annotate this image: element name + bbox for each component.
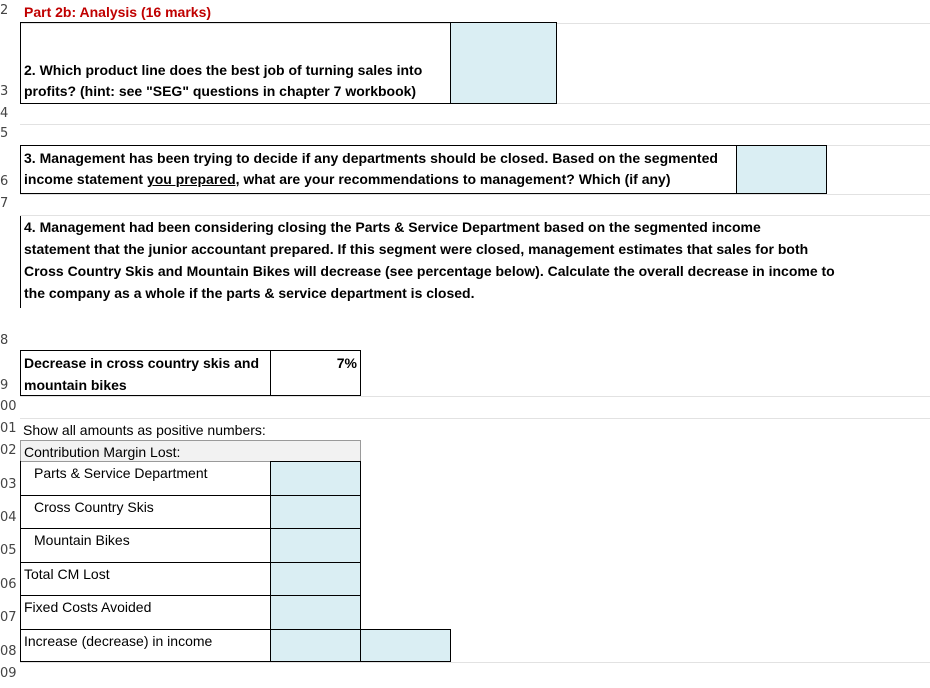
question-3-text: income statement: [24, 171, 147, 187]
row-number[interactable]: 8: [0, 333, 9, 348]
row-number[interactable]: 3: [0, 84, 9, 99]
instructions-text[interactable]: Show all amounts as positive numbers:: [23, 422, 266, 438]
row-number[interactable]: 02: [0, 443, 17, 458]
row-number[interactable]: 4: [0, 106, 9, 121]
row-number[interactable]: 08: [0, 644, 17, 659]
question-4-line: 4. Management had been considering closing the Parts & Service Department based on the segmented income: [24, 219, 761, 235]
question-3-line: 3. Management has been trying to decide if any departments should be closed. Based on the segmented: [24, 150, 718, 166]
income-change-label[interactable]: Increase (decrease) in income: [20, 629, 271, 662]
section-title[interactable]: Part 2b: Analysis (16 marks): [24, 4, 212, 20]
question-2-answer-input[interactable]: [450, 22, 557, 104]
cross-country-skis-input[interactable]: [270, 495, 361, 529]
decrease-percentage-cell[interactable]: 7%: [270, 350, 361, 396]
row-gridline: [20, 396, 930, 397]
cross-country-skis-label[interactable]: Cross Country Skis: [20, 495, 271, 529]
row-number[interactable]: 7: [0, 196, 9, 211]
row-number[interactable]: 06: [0, 577, 17, 592]
contribution-margin-header[interactable]: Contribution Margin Lost:: [20, 440, 361, 462]
decrease-label-line: mountain bikes: [24, 377, 127, 393]
question-4-line: statement that the junior accountant prepared. If this segment were closed, management estimates that sales for both: [24, 241, 809, 257]
question-3-answer-input[interactable]: [736, 145, 827, 194]
decrease-label-cell[interactable]: [20, 350, 271, 396]
row-number[interactable]: 03: [0, 477, 17, 492]
total-cm-lost-input[interactable]: [270, 562, 361, 596]
income-change-input-2[interactable]: [360, 629, 451, 662]
total-cm-lost-label[interactable]: Total CM Lost: [20, 562, 271, 596]
decrease-label-line: Decrease in cross country skis and: [24, 355, 259, 371]
fixed-costs-avoided-input[interactable]: [270, 595, 361, 630]
question-4-line: the company as a whole if the parts & service department is closed.: [24, 285, 475, 301]
mountain-bikes-label[interactable]: Mountain Bikes: [20, 528, 271, 563]
income-change-input-1[interactable]: [270, 629, 361, 662]
row-gridline: [20, 124, 930, 125]
question-2-line: profits? (hint: see "SEG" questions in chapter 7 workbook): [24, 83, 417, 99]
question-4-cell[interactable]: [20, 216, 925, 308]
question-2-line: 2. Which product line does the best job of turning sales into: [24, 62, 423, 78]
question-3-cell[interactable]: [20, 145, 737, 194]
row-header-column: [0, 0, 20, 688]
row-gridline: [20, 194, 930, 195]
row-number[interactable]: 01: [0, 421, 17, 436]
parts-service-label[interactable]: Parts & Service Department: [20, 461, 271, 496]
question-3-underlined-text: you prepared,: [146, 171, 240, 187]
row-number[interactable]: 05: [0, 543, 17, 558]
question-2-cell[interactable]: [20, 22, 451, 104]
row-number[interactable]: 6: [0, 174, 9, 189]
row-number[interactable]: 00: [0, 399, 17, 414]
question-4-line: Cross Country Skis and Mountain Bikes will decrease (see percentage below). Calculate the overall decrease in income to: [24, 263, 835, 279]
question-3-line: [24, 169, 736, 190]
row-number[interactable]: 2: [0, 3, 9, 18]
row-gridline: [20, 662, 930, 663]
row-number[interactable]: 04: [0, 510, 17, 525]
row-number[interactable]: 07: [0, 610, 17, 625]
question-3-text: what are your recommendations to management? Which (if any): [239, 171, 671, 187]
fixed-costs-avoided-label[interactable]: Fixed Costs Avoided: [20, 595, 271, 630]
row-number[interactable]: 9: [0, 378, 9, 393]
mountain-bikes-input[interactable]: [270, 528, 361, 563]
row-number[interactable]: 5: [0, 126, 9, 141]
row-number[interactable]: 09: [0, 666, 17, 681]
parts-service-input[interactable]: [270, 461, 361, 496]
